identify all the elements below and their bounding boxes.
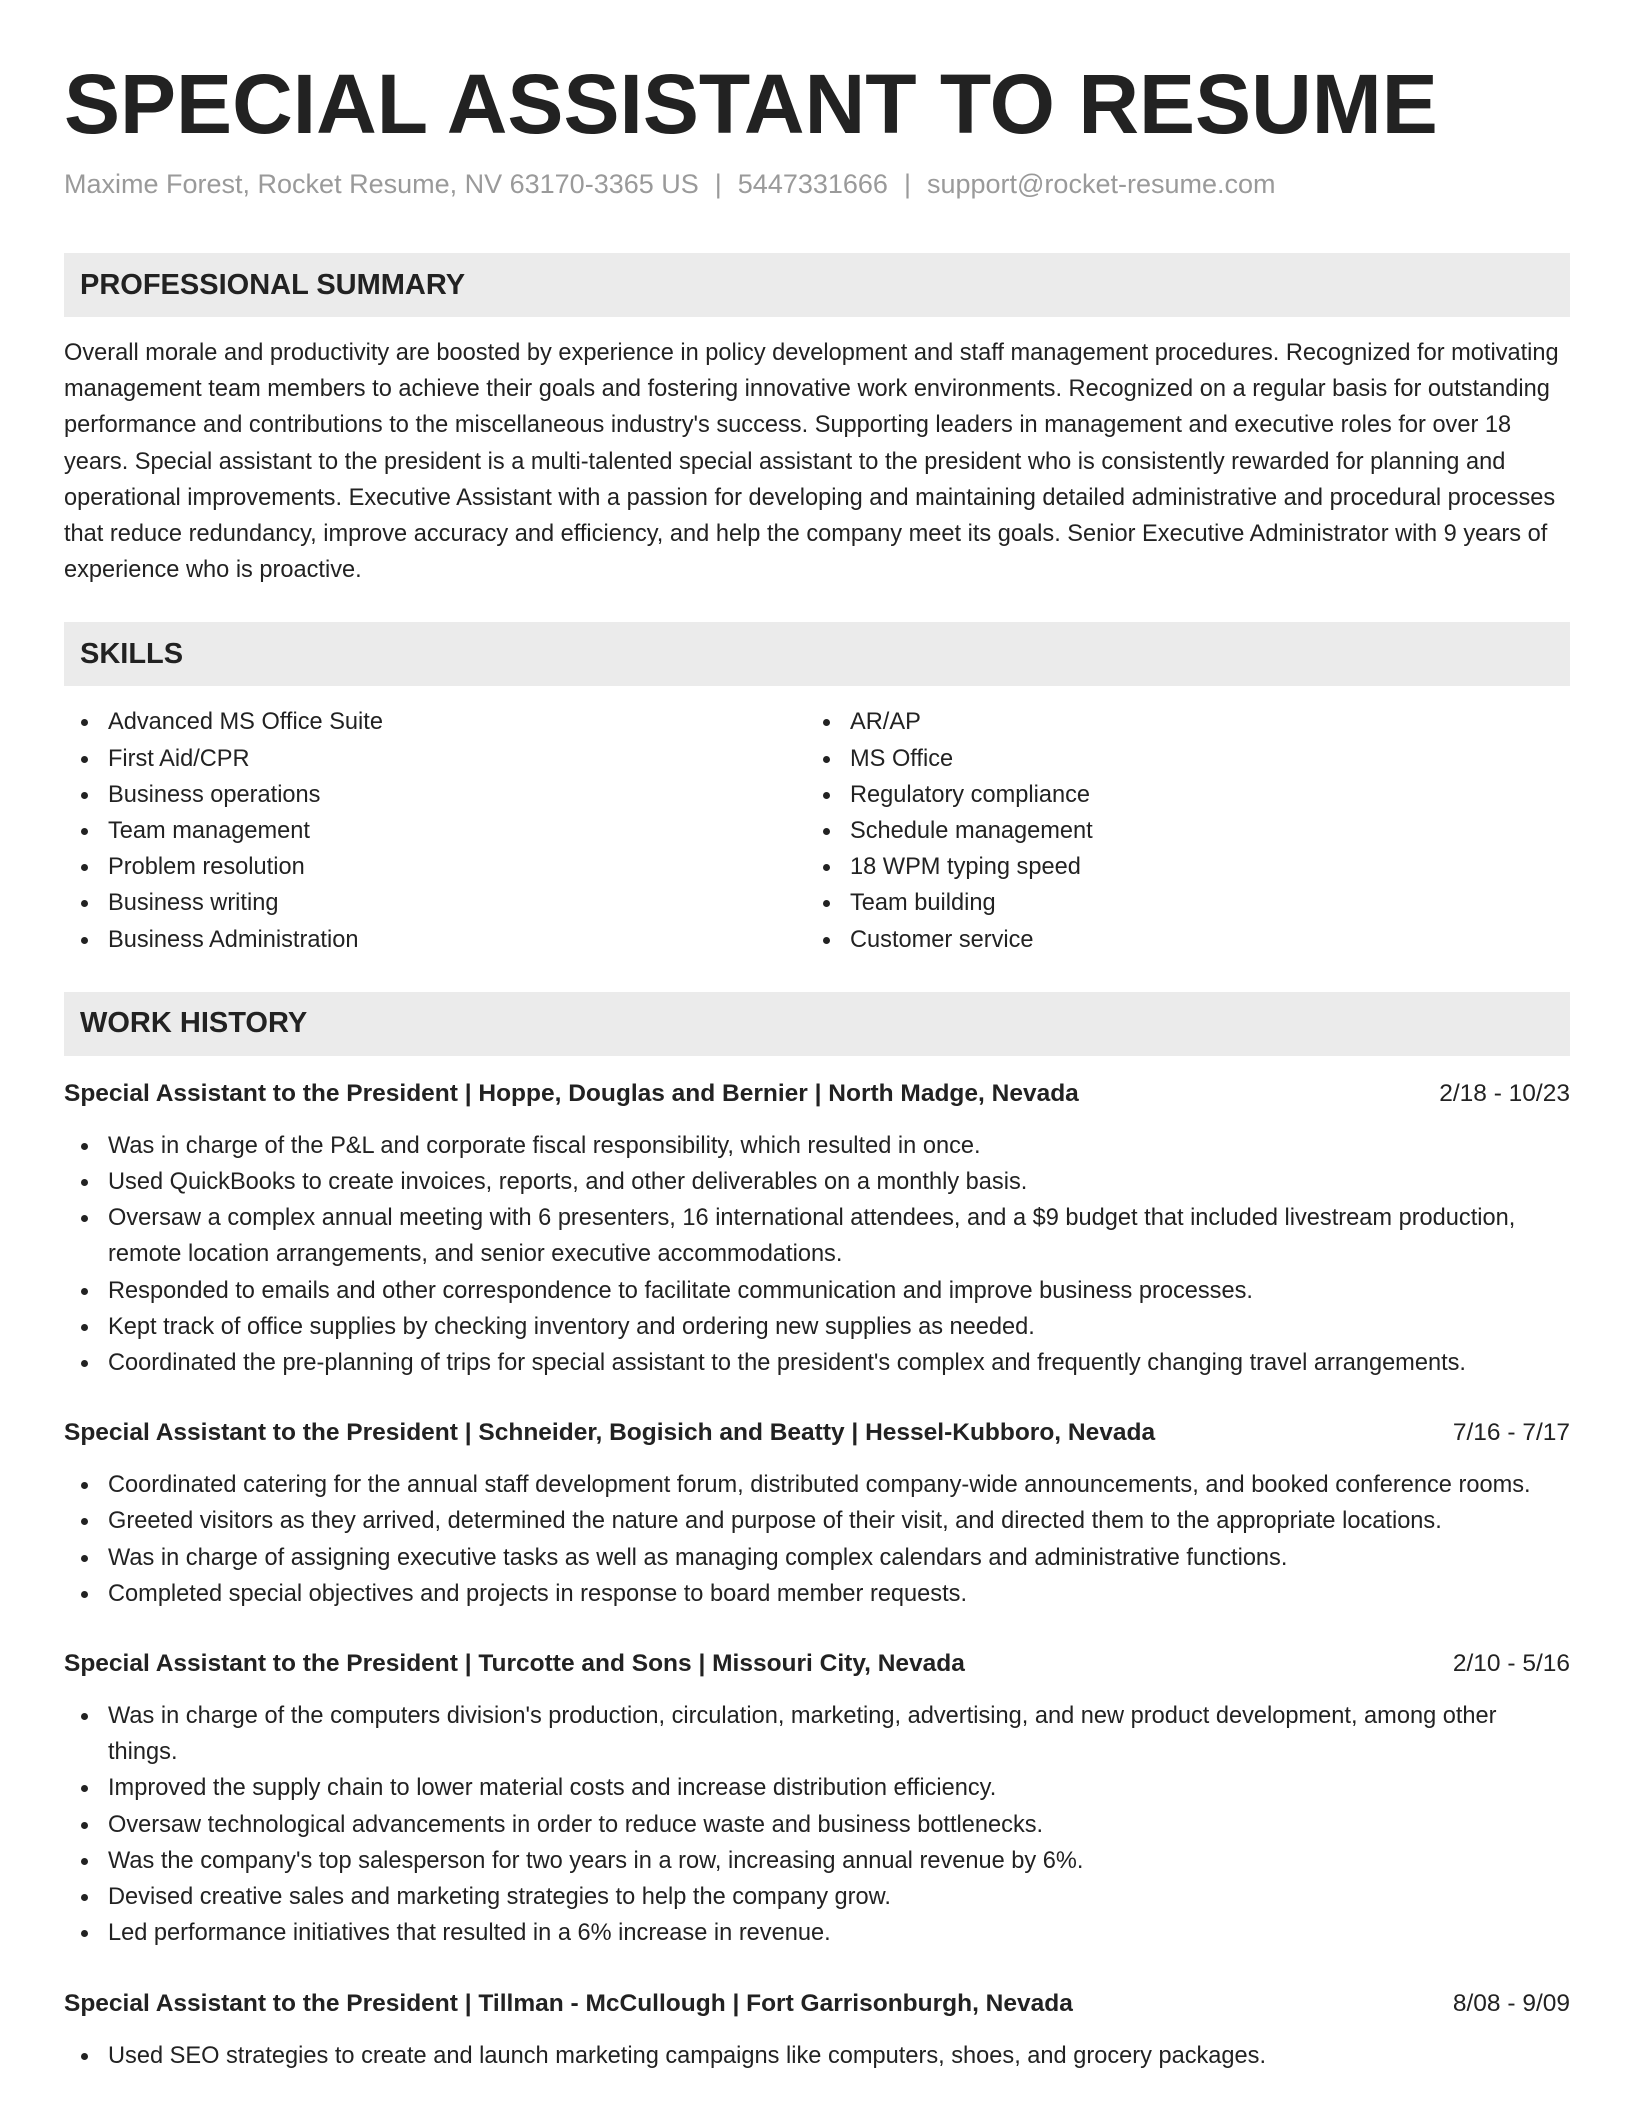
skill-item: 18 WPM typing speed xyxy=(806,849,1548,885)
professional-summary-heading: PROFESSIONAL SUMMARY xyxy=(64,253,1570,317)
skill-item: Team building xyxy=(806,885,1548,921)
skill-item: Business Administration xyxy=(64,922,806,958)
work-history-section xyxy=(64,992,1570,2074)
skill-item: Business writing xyxy=(64,885,806,921)
job-dates: 8/08 - 9/09 xyxy=(1452,1989,1570,2017)
job-dates: 2/18 - 10/23 xyxy=(1439,1079,1570,1107)
skill-item: Regulatory compliance xyxy=(806,777,1548,813)
job-bullet: Oversaw a complex annual meeting with 6 presenters, 16 international attendees, and a $9 budget that included livestream production, remote location arrangements, and senior executive accommodations. xyxy=(64,1200,1570,1272)
job-bullet: Coordinated the pre-planning of trips for special assistant to the president's complex and frequently changing travel arrangements. xyxy=(64,1345,1570,1381)
job-bullet: Used QuickBooks to create invoices, reports, and other deliverables on a monthly basis. xyxy=(64,1164,1570,1200)
skills-column-left xyxy=(64,704,806,957)
contact-line xyxy=(64,166,1570,202)
skills-heading: SKILLS xyxy=(64,622,1570,686)
job-header xyxy=(64,1076,1570,1112)
skill-item: MS Office xyxy=(806,741,1548,777)
job-header xyxy=(64,1986,1570,2022)
job-bullet: Completed special objectives and projects in response to board member requests. xyxy=(64,1576,1570,1612)
job-title: Special Assistant to the President | Schneider, Bogisich and Beatty | Hessel-Kubboro, Nevada xyxy=(64,1419,1156,1447)
job-dates: 2/10 - 5/16 xyxy=(1452,1650,1570,1678)
professional-summary-section xyxy=(64,253,1570,588)
job-title: Special Assistant to the President | Turcotte and Sons | Missouri City, Nevada xyxy=(64,1650,965,1678)
skill-item: AR/AP xyxy=(806,704,1548,740)
job-bullet-list xyxy=(64,2038,1570,2074)
professional-summary-text: Overall morale and productivity are boosted by experience in policy development and staff management procedures. Recognized for motivating management team members to achieve their goals and fostering innovative work environments. Recognized on a regular basis for outstanding performance and contributions to the miscellaneous industry's success. Supporting leaders in management and executive roles for over 18 years. Special assistant to the president is a multi-talented special assistant to the president who is consistently rewarded for planning and operational improvements. Executive Assistant with a passion for developing and maintaining detailed administrative and procedural processes that reduce redundancy, improve accuracy and efficiency, and help the company meet its goals. Senior Executive Administrator with 9 years of experience who is proactive. xyxy=(64,340,1559,584)
skill-item: Business operations xyxy=(64,777,806,813)
job-bullet: Greeted visitors as they arrived, determined the nature and purpose of their visit, and directed them to the appropriate locations. xyxy=(64,1503,1570,1539)
job-bullet-list xyxy=(64,1128,1570,1381)
job-bullet: Was in charge of the P&L and corporate fiscal responsibility, which resulted in once. xyxy=(64,1128,1570,1164)
skill-item: Problem resolution xyxy=(64,849,806,885)
job-entry xyxy=(64,1986,1570,2074)
job-bullet: Used SEO strategies to create and launch marketing campaigns like computers, shoes, and grocery packages. xyxy=(64,2038,1570,2074)
job-bullet-list xyxy=(64,1467,1570,1612)
resume-page xyxy=(64,0,1570,2074)
contact-separator: | xyxy=(714,169,722,199)
resume-title: SPECIAL ASSISTANT TO RESUME xyxy=(64,57,1438,151)
job-header xyxy=(64,1646,1570,1682)
job-entry xyxy=(64,1646,1570,1951)
skills-section xyxy=(64,622,1570,957)
contact-separator: | xyxy=(903,169,911,199)
skill-item: Customer service xyxy=(806,922,1548,958)
job-bullet: Was the company's top salesperson for two years in a row, increasing annual revenue by 6%. xyxy=(64,1843,1570,1879)
job-bullet: Improved the supply chain to lower material costs and increase distribution efficiency. xyxy=(64,1770,1570,1806)
job-entry xyxy=(64,1076,1570,1381)
work-history-heading: WORK HISTORY xyxy=(64,992,1570,1056)
job-title: Special Assistant to the President | Tillman - McCullough | Fort Garrisonburgh, Nevada xyxy=(64,1989,1073,2017)
job-bullet: Devised creative sales and marketing strategies to help the company grow. xyxy=(64,1879,1570,1915)
job-entry xyxy=(64,1415,1570,1612)
job-bullet: Kept track of office supplies by checking inventory and ordering new supplies as needed. xyxy=(64,1309,1570,1345)
job-bullet: Coordinated catering for the annual staff development forum, distributed company-wide announcements, and booked conference rooms. xyxy=(64,1467,1570,1503)
contact-address: Maxime Forest, Rocket Resume, NV 63170-3365 US xyxy=(64,169,699,199)
job-header xyxy=(64,1415,1570,1451)
job-dates: 7/16 - 7/17 xyxy=(1452,1419,1570,1447)
job-title: Special Assistant to the President | Hoppe, Douglas and Bernier | North Madge, Nevada xyxy=(64,1079,1079,1107)
job-bullet: Led performance initiatives that resulted in a 6% increase in revenue. xyxy=(64,1915,1570,1951)
job-bullet: Was in charge of assigning executive tasks as well as managing complex calendars and administrative functions. xyxy=(64,1540,1570,1576)
job-bullet-list xyxy=(64,1698,1570,1951)
skills-grid xyxy=(64,704,1570,957)
skills-column-right xyxy=(806,704,1548,957)
skill-item: Advanced MS Office Suite xyxy=(64,704,806,740)
job-bullet: Responded to emails and other correspondence to facilitate communication and improve business processes. xyxy=(64,1273,1570,1309)
job-bullet: Was in charge of the computers division's production, circulation, marketing, advertising, and new product development, among other things. xyxy=(64,1698,1570,1770)
job-bullet: Oversaw technological advancements in order to reduce waste and business bottlenecks. xyxy=(64,1807,1570,1843)
skill-item: Schedule management xyxy=(806,813,1548,849)
contact-phone: 5447331666 xyxy=(737,169,888,199)
skill-item: Team management xyxy=(64,813,806,849)
skill-item: First Aid/CPR xyxy=(64,741,806,777)
contact-email: support@rocket-resume.com xyxy=(926,169,1276,199)
